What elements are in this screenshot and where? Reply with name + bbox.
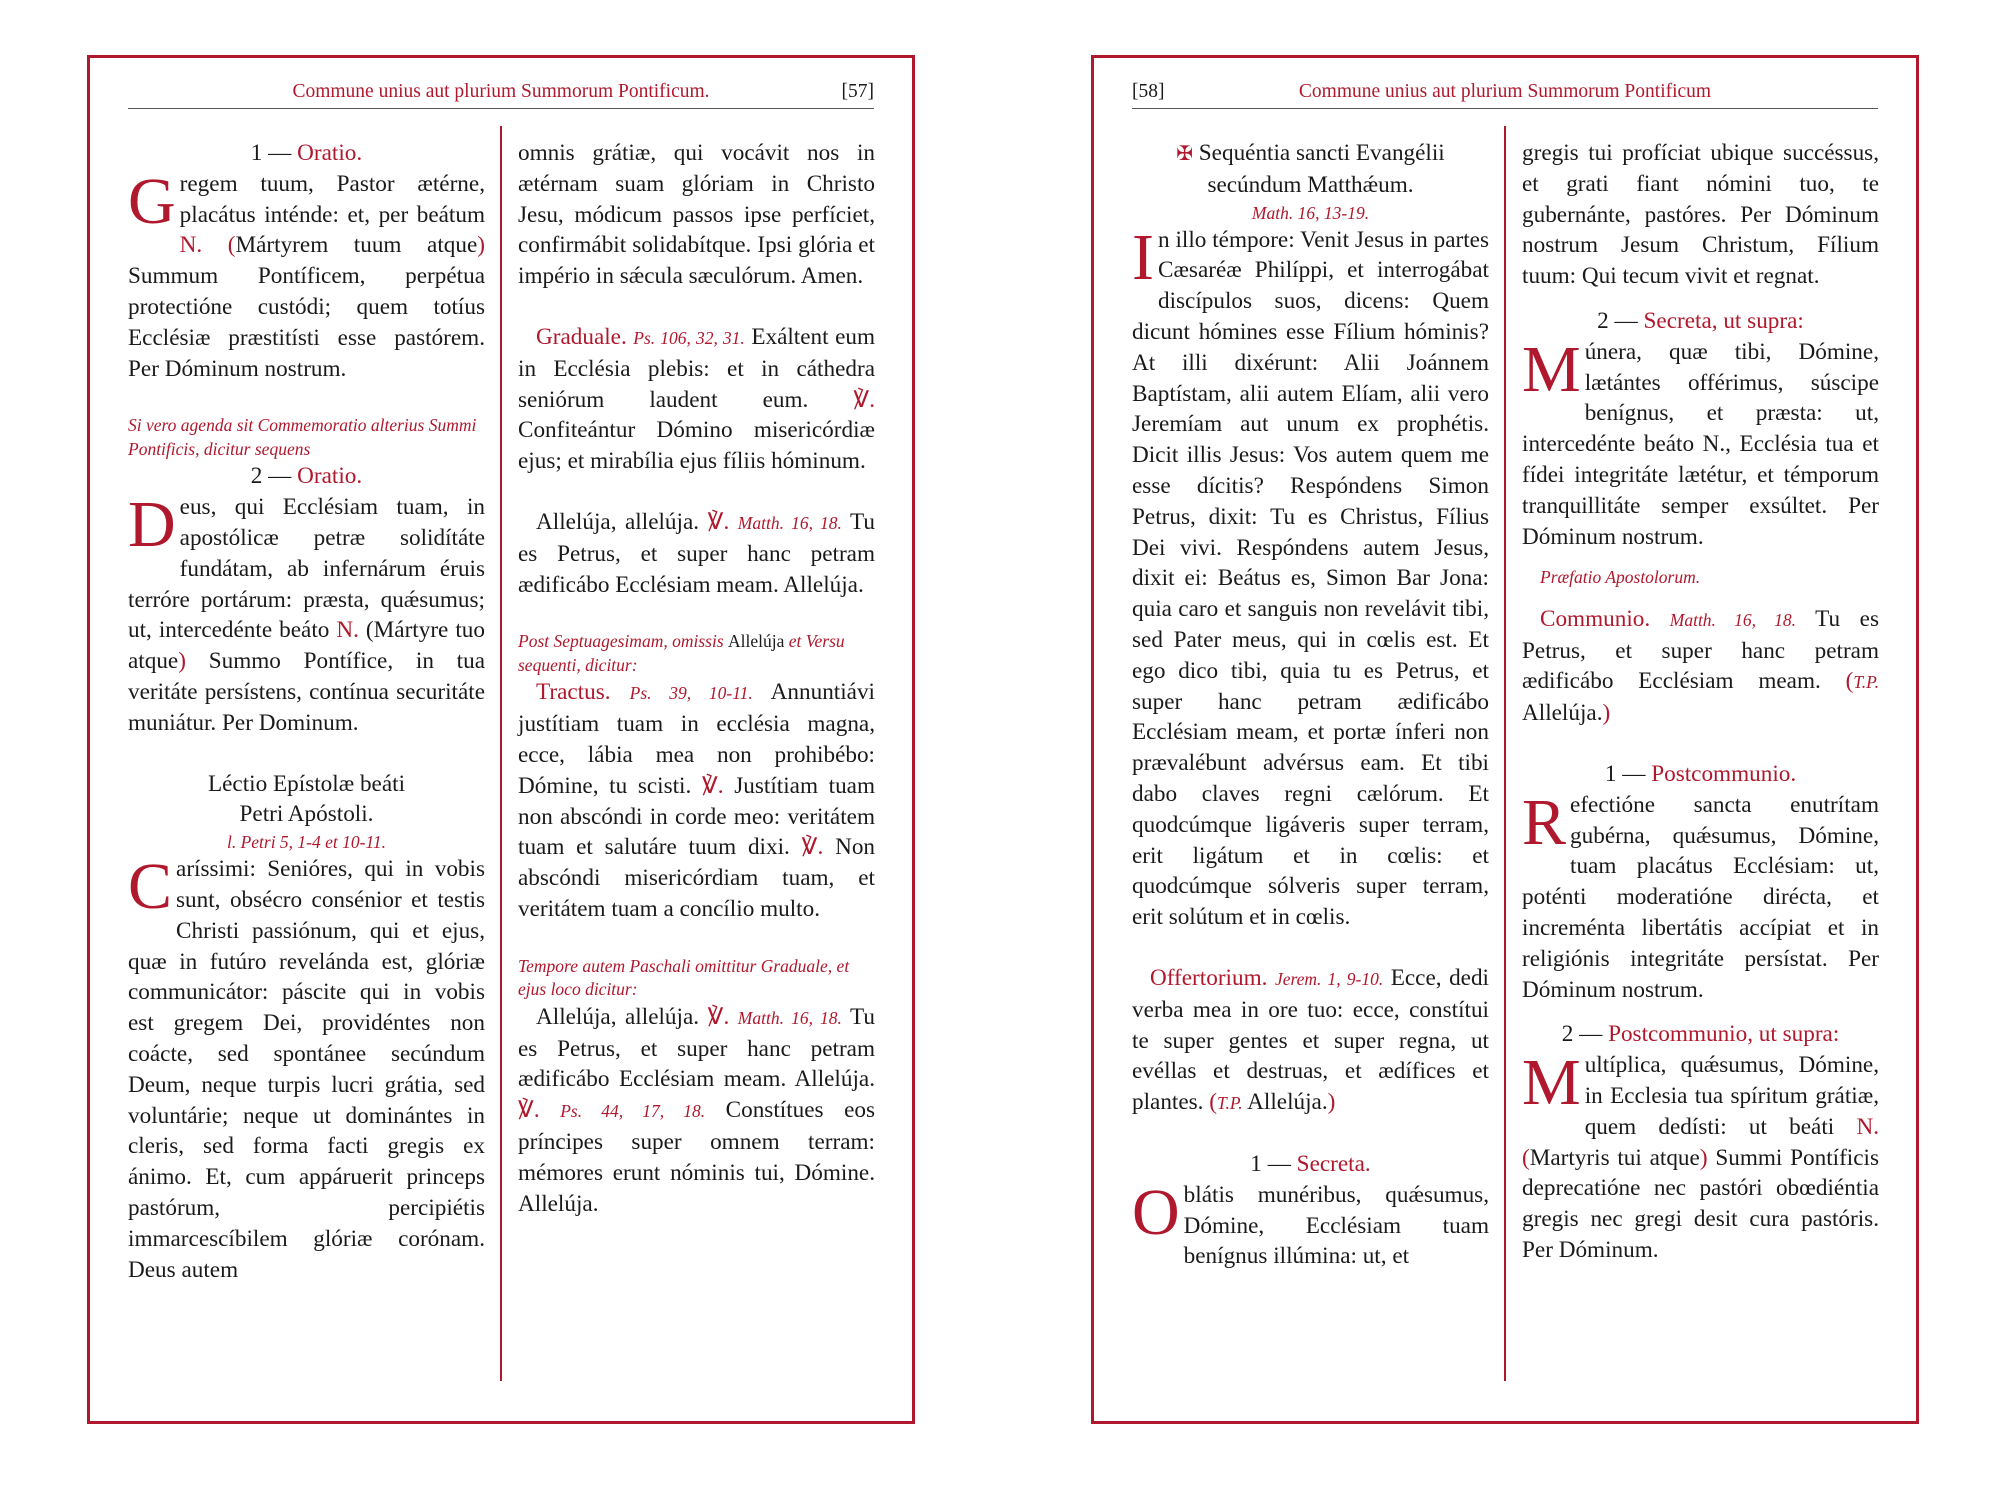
- gospel-title: secúndum Matthǽum.: [1207, 171, 1414, 198]
- postcommunio2-heading: 2 — Postcommunio, ut supra:: [1561, 1021, 1840, 1048]
- lectio-title: Petri Apóstoli.: [239, 801, 374, 828]
- drop-cap: R: [1522, 785, 1567, 859]
- oratio2-heading: 2 — Oratio.: [250, 463, 363, 490]
- header-title: Commune unius aut plurium Summorum Pontificum: [1298, 81, 1712, 102]
- postcommunio1-heading: 1 — Postcommunio.: [1604, 761, 1797, 788]
- oratio1-heading: 1 — Oratio.: [250, 140, 363, 166]
- rubric: Tempore autem Paschali omittitur Graduale, et ejus loco dicitur:: [518, 955, 850, 1000]
- communio: Communio. Matth. 16, 18. Tu es Petrus, et super hanc petram ædificábo Ecclésiam meam. (T.P. Allelúja.): [1522, 605, 1880, 727]
- column-divider: [1504, 126, 1506, 1381]
- drop-cap: C: [128, 850, 173, 924]
- rubric: Si vero agenda sit Commemoratio alterius Summi Pontificis, dicitur sequens: [128, 415, 477, 459]
- oratio1-text: Gregem tuum, Pastor ætérne, placátus inténde: et, per beátum N. (Mártyrem tuum atque) Summum Pontíficem, perpétua protectióne custódi; quem totíus Ecclésiæ præstitísti esse pastórem. Per Dóminum nostrum.: [128, 164, 485, 382]
- drop-cap: M: [1522, 332, 1581, 406]
- tractus: Tractus. Ps. 39, 10-11. Annuntiávi justítiam tuam in ecclésia magna, ecce, lábia mea non prohibébo: Dómine, tu scisti. ℣. Justítiam tuam non abscóndi in corde meo: veritátem tuam et salutáre tuum dixi. ℣. Non abscóndi misericórdiam tuam, et veritátem tuam a concílio multo.: [518, 679, 876, 922]
- gospel-reference: Math. 16, 13-19.: [1251, 202, 1370, 223]
- secreta2-text: Múnera, quæ tibi, Dómine, lætántes offérimus, súscipe benígnus, et præsta: ut, intercedénte beáto N., Ecclésia tua et fídei integritáte lætétur, et témporum tranquillitáte semper exsúltet. Per Dóminum nostrum.: [1522, 332, 1879, 550]
- drop-cap: O: [1132, 1175, 1180, 1249]
- left-column: [1132, 138, 1489, 1381]
- left-column: [128, 138, 485, 1381]
- drop-cap: I: [1132, 220, 1154, 294]
- oratio2-text: Deus, qui Ecclésiam tuam, in apostólicæ petræ solidítáte fundátam, ab infernárum éruis terróre portárum: præsta, quǽsumus; ut, intercedénte beáto N. (Mártyre tuo atque) Summo Pontífice, in tua veritáte persístens, contínua securitáte muniátur. Per Dominum.: [128, 488, 485, 736]
- secreta1-continuation: gregis tui profíciat ubique succéssus, et grati fiant nómini tuo, te gubernánte, pastóres. Per Dóminum nostrum Jesum Christum, Fílium tuum: Qui tecum vivit et regnat.: [1522, 140, 1879, 290]
- right-column: [1522, 138, 1879, 1381]
- running-header: [128, 72, 874, 109]
- gospel-text: In illo témpore: Venit Jesus in partes Cæsaréæ Philíppi, et interrogábat discípulos suos, dicens: Quem dicunt hómines esse Fílium hóminis? At illi dixérunt: Alii Joánnem Baptístam, alii autem Elíam, alii vero Jeremíam aut unum ex prophétis. Dicit illis Jesus: Vos autem quem me esse dícitis? Respóndens Simon Petrus, dixit: Tu es Christus, Fílius Dei vivi. Respóndens autem Jesus, dixit ei: Beátus es, Simon Bar Jona: quia caro et sanguis non revelávit tibi, sed Pater meus, qui in cœlis est. Et ego dico tibi, quia tu es Petrus, et super hanc petram ædificábo Ecclésiam meam, et portæ ínferi non prævalébunt advérsus eam. Et tibi dabo claves regni cælórum. Et quodcúmque ligáveris super terram, erit ligátum et in cœlis: et quodcúmque sólveris super terram, erit solútum et in cœlis.: [1132, 220, 1489, 931]
- alleluia-verse: Allelúja, allelúja. ℣. Matth. 16, 18. Tu es Petrus, et super hanc petram ædificábo Ecclésiam meam. Allelúja. ℣. Ps. 44, 17, 18. Constítues eos príncipes super omnem terram: mémores erunt nóminis tui, Dómine. Allelúja.: [518, 1003, 876, 1217]
- alleluia-verse: Allelúja, allelúja. ℣. Matth. 16, 18. Tu es Petrus, et super hanc petram ædificábo Ecclésiam meam. Allelúja.: [518, 508, 875, 598]
- page-number: [58]: [1132, 81, 1165, 102]
- column-divider: [500, 126, 502, 1381]
- right-page: [1091, 55, 1919, 1424]
- gospel-title: ✠ Sequéntia sancti Evangélii: [1176, 140, 1445, 166]
- offertorium: Offertorium. Jerem. 1, 9-10. Ecce, dedi verba mea in ore tuo: ecce, constítui te super gentes et super regna, ut evéllas et destruas, et ædífices et plantes. (T.P. Allelúja.): [1132, 964, 1489, 1116]
- lectio-reference: l. Petri 5, 1-4 et 10-11.: [226, 832, 387, 853]
- lectio-title: Léctio Epístolæ beáti: [207, 770, 406, 797]
- lectio-text: Caríssimi: Senióres, qui in vobis sunt, obsécro consénior et testis Christi passiónum, qui et ejus, quæ in futúro revelánda est, glóriæ communicátor: páscite qui in vobis est gregem Dei, providéntes non coácte, sed spontánee secúndum Deum, neque turpis lucri grátia, sed voluntárie; neque ut dominántes in cleris, sed forma facti gregis ex ánimo. Et, cum appáruerit princeps pastórum, percipiétis immarcescíbilem glóriæ corónam. Deus autem: [128, 850, 485, 1283]
- graduale: Graduale. Ps. 106, 32, 31. Exáltent eum in Ecclésia plebis: et in cáthedra seniórum laudent eum. ℣. Confiteántur Dómino misericórdiæ ejus; et mirabília ejus fíliis hóminum.: [518, 323, 876, 475]
- left-page: [87, 55, 915, 1424]
- cross-icon: ✠: [1176, 143, 1193, 165]
- drop-cap: M: [1522, 1046, 1581, 1120]
- praefatio-rubric: Præfatio Apostolorum.: [1540, 567, 1701, 588]
- postcommunio2-text: Multíplica, quǽsumus, Dómine, in Ecclesia tua spíritum grátiæ, quem dedísti: ut beáti N. (Martyris tui atque) Summi Pontíficis deprecatióne nec pastóri obœdiéntia gregis nec gregi desit cura pastóris. Per Dóminum.: [1522, 1046, 1879, 1263]
- right-column: [518, 138, 875, 1381]
- lectio-continuation: omnis grátiæ, qui vocávit nos in ætérnam suam glóriam in Christo Jesu, módicum passos ipse perfíciet, confirmábit solidabítque. Ipsi glória et império in sǽcula sæculórum. Amen.: [518, 140, 875, 290]
- postcommunio1-text: Refectióne sancta enutrítam gubérna, quǽsumus, Dómine, tuam placátus Ecclésiam: ut, poténti moderatióne dirécta, et increménta libertátis accípiat et in religiónis integritáte persístat. Per Dóminum nostrum.: [1522, 785, 1879, 1003]
- header-title: Commune unius aut plurium Summorum Pontificum.: [292, 81, 710, 102]
- secreta2-heading: 2 — Secreta, ut supra:: [1597, 307, 1804, 334]
- drop-cap: G: [128, 164, 176, 238]
- secreta1-text: Oblátis munéribus, quǽsumus, Dómine, Ecclésiam tuam benígnus illúmina: ut, et: [1132, 1175, 1489, 1270]
- drop-cap: D: [128, 488, 176, 562]
- rubric: Post Septuagesimam, omissis Allelúja et Versu sequenti, dicitur:: [518, 631, 845, 675]
- secreta1-heading: 1 — Secreta.: [1250, 1150, 1371, 1177]
- running-header: [1132, 72, 1878, 109]
- page-number: [57]: [841, 81, 874, 102]
